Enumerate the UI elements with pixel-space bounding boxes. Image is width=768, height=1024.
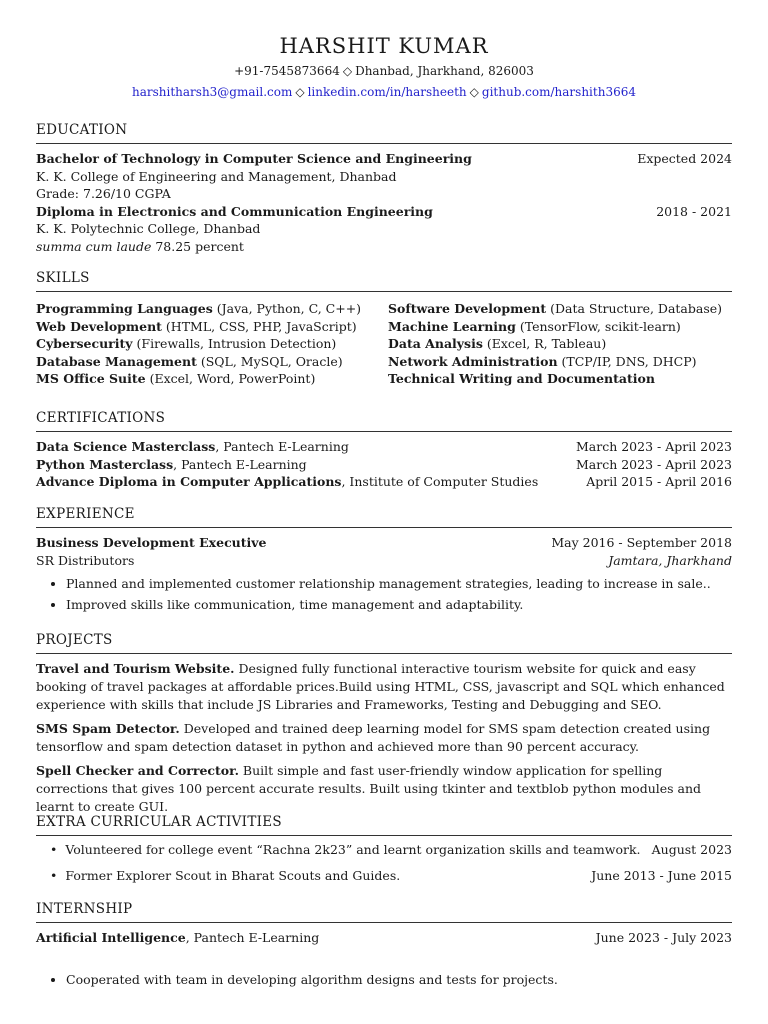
skill-label: MS Office Suite [36, 371, 146, 386]
company: SR Distributors [36, 552, 135, 568]
github-link[interactable]: github.com/harshith3664 [481, 85, 636, 99]
experience-bullets [36, 573, 732, 615]
project-item [36, 660, 732, 714]
skill-item [388, 335, 732, 353]
degree: Diploma in Electronics and Communication Engineering [36, 203, 433, 219]
degree: Bachelor of Technology in Computer Science and Engineering [36, 151, 472, 166]
cert-name: Advance Diploma in Computer Applications [36, 474, 342, 489]
skill-item [36, 318, 388, 336]
org: , Pantech E-Learning [185, 930, 320, 945]
separator-icon: ◇ [295, 85, 305, 99]
education-entry [36, 150, 732, 168]
certification-item [36, 473, 732, 491]
bullet-item: • Planned and implemented customer relationship management strategies, leading to increase in sale.. [66, 573, 732, 594]
skill-detail: (TensorFlow, scikit-learn) [515, 318, 681, 334]
skill-item [36, 300, 388, 318]
separator-icon: ◇ [342, 64, 353, 78]
skill-label: Software Development [388, 301, 547, 316]
activity-item [36, 837, 732, 863]
skill-item [388, 300, 732, 318]
skill-label: Technical Writing and Documentation [388, 371, 655, 386]
date: 2018 - 2021 [656, 203, 732, 219]
skill-detail: (Firewalls, Intrusion Detection) [132, 336, 337, 351]
section-title: EXPERIENCE [36, 506, 732, 528]
education-entry [36, 203, 732, 221]
project-desc: Developed and trained deep learning model for SMS spam detection created using tensorflow and spam detection dataset in python and achieved more than 90 percent accuracy. [36, 721, 711, 754]
grade: Grade: 7.26/10 CGPA [36, 186, 171, 201]
date: March 2023 - April 2023 [575, 439, 732, 454]
certifications-section [36, 410, 732, 491]
date: Expected 2024 [637, 151, 732, 166]
linkedin-link[interactable]: linkedin.com/in/harsheeth [307, 85, 467, 99]
skill-label: Machine Learning [388, 318, 516, 334]
cert-org: , Pantech E-Learning [215, 439, 349, 454]
cert-org: , Pantech E-Learning [173, 456, 307, 472]
internship-section [36, 901, 732, 990]
skill-label: Programming Languages [36, 301, 213, 316]
section-title: SKILLS [36, 270, 732, 292]
email-link[interactable]: harshitharsh3@gmail.com [132, 85, 293, 99]
skill-detail: (Data Structure, Database) [546, 301, 723, 316]
location: Dhanbad, Jharkhand, 826003 [355, 64, 534, 78]
project-name: Spell Checker and Corrector. [36, 763, 239, 778]
percent: 78.25 percent [151, 238, 244, 254]
role: Artificial Intelligence [36, 930, 186, 945]
candidate-name: HARSHIT KUMAR [279, 34, 489, 58]
section-title: INTERNSHIP [36, 901, 732, 923]
extra-curricular-section [36, 814, 732, 889]
skill-item [388, 353, 732, 371]
skill-detail: (SQL, MySQL, Oracle) [196, 353, 343, 369]
project-name: SMS Spam Detector. [36, 721, 180, 736]
contact-line [36, 64, 732, 79]
project-item [36, 762, 732, 816]
section-title: EDUCATION [36, 122, 732, 144]
bullet-item: • Improved skills like communication, time management and adaptability. [66, 594, 732, 615]
date: August 2023 [651, 842, 732, 857]
school: K. K. Polytechnic College, Dhanbad [36, 221, 261, 236]
skill-label: Database Management [36, 353, 197, 369]
resume-page [36, 0, 732, 1024]
internship-bullets [36, 969, 732, 990]
experience-section [36, 506, 732, 615]
cert-name: Python Masterclass [36, 456, 174, 472]
projects-section [36, 632, 732, 816]
skill-item [36, 353, 388, 371]
project-name: Travel and Tourism Website. [36, 661, 235, 676]
skill-item [388, 318, 732, 336]
date: April 2015 - April 2016 [586, 474, 732, 489]
date: June 2023 - July 2023 [595, 930, 732, 945]
skill-detail: (Excel, Word, PowerPoint) [145, 371, 316, 386]
project-desc: Built simple and fast user-friendly window application for spelling corrections that gives 100 percent accurate results. Built using tkinter and textblob python modules and learnt to create GUI. [36, 763, 702, 814]
activity-item [36, 863, 732, 889]
skill-label: Data Analysis [388, 336, 483, 351]
cert-name: Data Science Masterclass [36, 439, 216, 454]
school: K. K. College of Engineering and Management, Dhanbad [36, 168, 397, 184]
section-title: CERTIFICATIONS [36, 410, 732, 432]
skill-detail: (Java, Python, C, C++) [212, 301, 362, 316]
skill-item [388, 370, 732, 388]
skills-section [36, 270, 732, 388]
experience-entry [36, 534, 732, 552]
skill-detail: (TCP/IP, DNS, DHCP) [557, 353, 697, 369]
grade [36, 238, 732, 256]
skill-detail: (Excel, R, Tableau) [482, 336, 607, 351]
internship-entry [36, 929, 732, 947]
date: May 2016 - September 2018 [551, 535, 732, 550]
certification-item [36, 456, 732, 474]
separator-icon: ◇ [469, 85, 479, 99]
skill-item [36, 335, 388, 353]
role: Business Development Executive [36, 535, 267, 550]
date: March 2023 - April 2023 [575, 456, 732, 472]
location: Jamtara, Jharkhand [608, 552, 732, 568]
skill-detail: (HTML, CSS, PHP, JavaScript) [161, 318, 357, 334]
section-title: EXTRA CURRICULAR ACTIVITIES [36, 814, 732, 836]
date: June 2013 - June 2015 [591, 868, 732, 883]
phone: +91-7545873664 [234, 64, 340, 78]
project-desc: Designed fully functional interactive tourism website for quick and easy booking of travel packages at affordable prices.Build using HTML, CSS, javascript and SQL which enhanced experience with skills that include JS Libraries and Frameworks, Testing and Debugging and SEO. [36, 661, 725, 712]
activity-text: • Volunteered for college event “Rachna 2k23” and learnt organization skills and teamwork. [50, 837, 641, 863]
honors: summa cum laude [36, 238, 152, 254]
skill-item [36, 370, 388, 388]
cert-org: , Institute of Computer Studies [341, 474, 539, 489]
experience-sub [36, 552, 732, 570]
skill-label: Network Administration [388, 353, 558, 369]
certification-item [36, 438, 732, 456]
section-title: PROJECTS [36, 632, 732, 654]
skill-label: Cybersecurity [36, 336, 133, 351]
activity-text: • Former Explorer Scout in Bharat Scouts and Guides. [50, 863, 400, 889]
bullet-item: • Cooperated with team in developing algorithm designs and tests for projects. [66, 969, 732, 990]
links-line [36, 85, 732, 100]
education-section [36, 122, 732, 255]
project-item [36, 720, 732, 756]
skill-label: Web Development [36, 318, 162, 334]
